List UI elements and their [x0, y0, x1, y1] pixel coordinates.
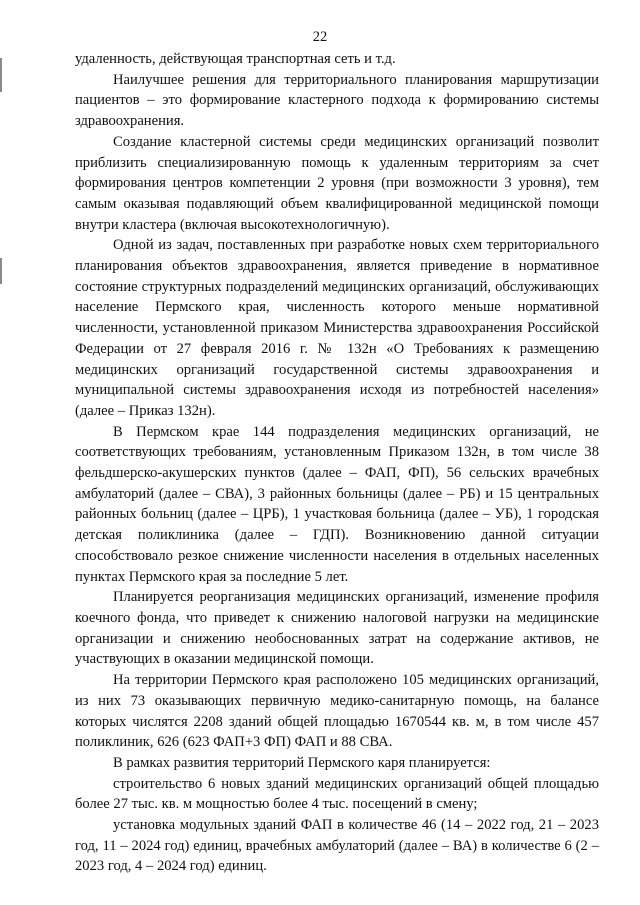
paragraph-development-intro: В рамках развития территорий Пермского каря планируется:: [113, 754, 491, 771]
paragraph-modular-buildings: установка модульных зданий ФАП в количестве 46 (14 – 2022 год, 21 – 2023 год, 11 – 2024 год) единиц, врачебных амбулаторий (далее – ВА) в количестве 6 (2 – 2023 год, 4 – 2024 год) единиц.: [75, 817, 599, 875]
paragraph-cluster-system: Создание кластерной системы среди медицинских организаций позволит приблизить специализированную помощь к удаленным территориям за счет формирования центров компетенции 2 уровня (при возможности 3 уровня), тем самым оказывая подавляющий объем квалифицированной медицинской помощи внутри кластера (включая высокотехнологичную).: [75, 133, 599, 233]
paragraph-planning-tasks: Одной из задач, поставленных при разработке новых схем территориального планирования объектов здравоохранения, является приведение в нормативное состояние структурных подразделений медицинских организаций, обслуживающих население Пермского края, численность которого меньше нормативной численности, установленной приказом Министерства здравоохранения Российской Федерации от 27 февраля 2016 г. № 132н «О Требованиях к размещению медицинских организаций государственной системы здравоохранения и муниципальной системы здравоохранения исходя из потребностей населения» (далее – Приказ 132н).: [75, 237, 599, 419]
paragraph-continuation: удаленность, действующая транспортная сеть и т.д.: [75, 51, 396, 67]
left-edge-mark-middle: [0, 258, 2, 284]
paragraph-reorganization: Планируется реорганизация медицинских организаций, изменение профиля коечного фонда, что приведет к снижению налоговой нагрузки на медицинские организации и снижению необоснованных затрат на содержание активов, не участвующих в оказании медицинской помощи.: [75, 589, 599, 668]
paragraph-medical-organizations: На территории Пермского края расположено 105 медицинских организаций, из них 73 оказывающих первичную медико-санитарную помощь, на балансе которых числятся 2208 зданий общей площадью 1670544 кв. м, в том числе 457 поликлиник, 626 (623 ФАП+3 ФП) ФАП и 88 СВА.: [75, 672, 599, 751]
paragraph-cluster-approach: Наилучшее решения для территориального планирования маршрутизации пациентов – это формирование кластерного подхода к формированию системы здравоохранения.: [75, 71, 599, 130]
left-edge-mark-top: [0, 58, 2, 92]
paragraph-noncompliant-units: В Пермском крае 144 подразделения медицинских организаций, не соответствующих требованиям, установленным Приказом 132н, в том числе 38 фельдшерско-акушерских пунктов (далее – ФАП, ФП), 56 сельских врачебных амбулаторий (далее – СВА), 3 районных больницы (далее – РБ) и 15 центральных районных больниц (далее – ЦРБ), 1 участковая больница (далее – УБ), 1 городская детская поликлиника (далее – ГДП). Возникновению данной ситуации способствовало резкое снижение численности населения в отдельных населенных пунктах Пермского края за последние 5 лет.: [75, 423, 599, 585]
page-number: 22: [312, 29, 328, 45]
paragraph-new-buildings: строительство 6 новых зданий медицинских организаций общей площадью более 27 тыс. кв. м мощностью более 4 тыс. посещений в смену;: [75, 775, 599, 813]
document-body: [75, 49, 599, 877]
